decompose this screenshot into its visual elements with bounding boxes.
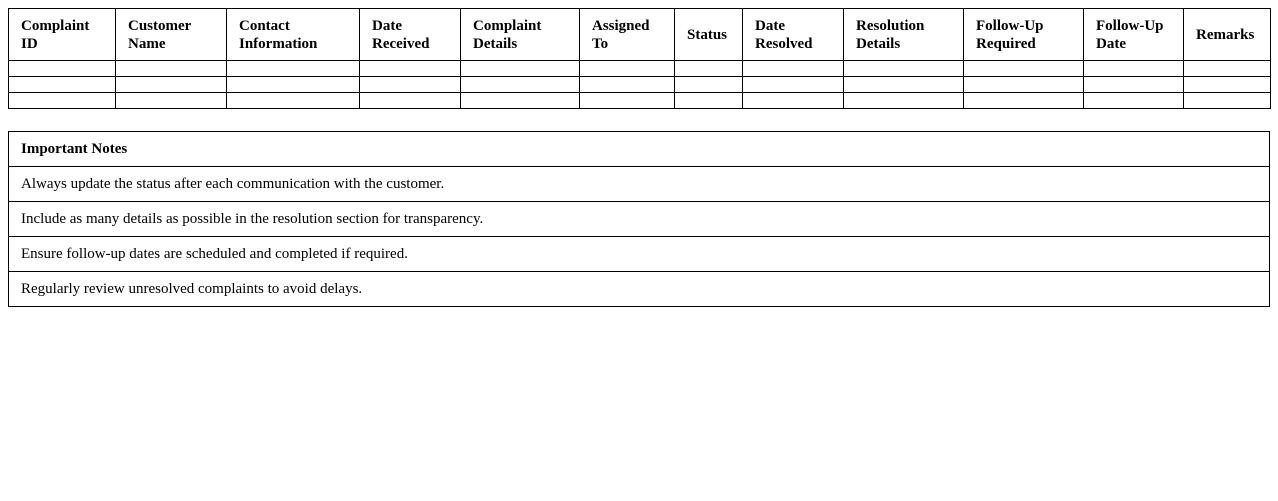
table-cell[interactable] [461, 61, 580, 77]
note-row [9, 167, 1270, 202]
table-cell[interactable] [1084, 93, 1184, 109]
note-row [9, 272, 1270, 307]
table-cell[interactable] [580, 77, 675, 93]
table-cell[interactable] [1084, 77, 1184, 93]
note-item: Include as many details as possible in the resolution section for transparency. [9, 202, 1270, 237]
table-cell[interactable] [116, 77, 227, 93]
table-cell[interactable] [675, 61, 743, 77]
note-row [9, 237, 1270, 272]
table-header-row [9, 9, 1271, 61]
table-cell[interactable] [1084, 61, 1184, 77]
header-complaint-details: Complaint Details [461, 9, 580, 61]
table-cell[interactable] [964, 77, 1084, 93]
table-row [9, 77, 1271, 93]
header-assigned-to: Assigned To [580, 9, 675, 61]
table-cell[interactable] [964, 93, 1084, 109]
note-item: Always update the status after each communication with the customer. [9, 167, 1270, 202]
note-item: Regularly review unresolved complaints to avoid delays. [9, 272, 1270, 307]
table-cell[interactable] [580, 93, 675, 109]
header-date-received: Date Received [360, 9, 461, 61]
table-cell[interactable] [743, 77, 844, 93]
header-date-resolved: Date Resolved [743, 9, 844, 61]
table-row [9, 61, 1271, 77]
header-customer-name: Customer Name [116, 9, 227, 61]
header-resolution-details: Resolution Details [844, 9, 964, 61]
table-cell[interactable] [743, 61, 844, 77]
table-row [9, 93, 1271, 109]
complaint-log-table [8, 8, 1271, 109]
table-cell[interactable] [9, 93, 116, 109]
table-cell[interactable] [227, 61, 360, 77]
table-cell[interactable] [227, 93, 360, 109]
table-cell[interactable] [461, 77, 580, 93]
table-cell[interactable] [1184, 77, 1271, 93]
notes-header-row [9, 132, 1270, 167]
table-cell[interactable] [580, 61, 675, 77]
table-cell[interactable] [461, 93, 580, 109]
table-cell[interactable] [1184, 61, 1271, 77]
table-cell[interactable] [227, 77, 360, 93]
table-cell[interactable] [116, 93, 227, 109]
notes-title: Important Notes [9, 132, 1270, 167]
table-cell[interactable] [116, 61, 227, 77]
table-cell[interactable] [9, 61, 116, 77]
table-cell[interactable] [743, 93, 844, 109]
header-follow-up-date: Follow-Up Date [1084, 9, 1184, 61]
table-cell[interactable] [844, 61, 964, 77]
table-cell[interactable] [964, 61, 1084, 77]
table-cell[interactable] [675, 77, 743, 93]
note-item: Ensure follow-up dates are scheduled and completed if required. [9, 237, 1270, 272]
important-notes-table [8, 131, 1270, 307]
table-cell[interactable] [844, 77, 964, 93]
table-cell[interactable] [360, 77, 461, 93]
table-cell[interactable] [9, 77, 116, 93]
header-complaint-id: Complaint ID [9, 9, 116, 61]
header-status: Status [675, 9, 743, 61]
table-cell[interactable] [844, 93, 964, 109]
table-cell[interactable] [1184, 93, 1271, 109]
header-follow-up-required: Follow-Up Required [964, 9, 1084, 61]
table-cell[interactable] [360, 61, 461, 77]
header-contact-information: Contact Information [227, 9, 360, 61]
table-cell[interactable] [675, 93, 743, 109]
table-cell[interactable] [360, 93, 461, 109]
header-remarks: Remarks [1184, 9, 1271, 61]
note-row [9, 202, 1270, 237]
